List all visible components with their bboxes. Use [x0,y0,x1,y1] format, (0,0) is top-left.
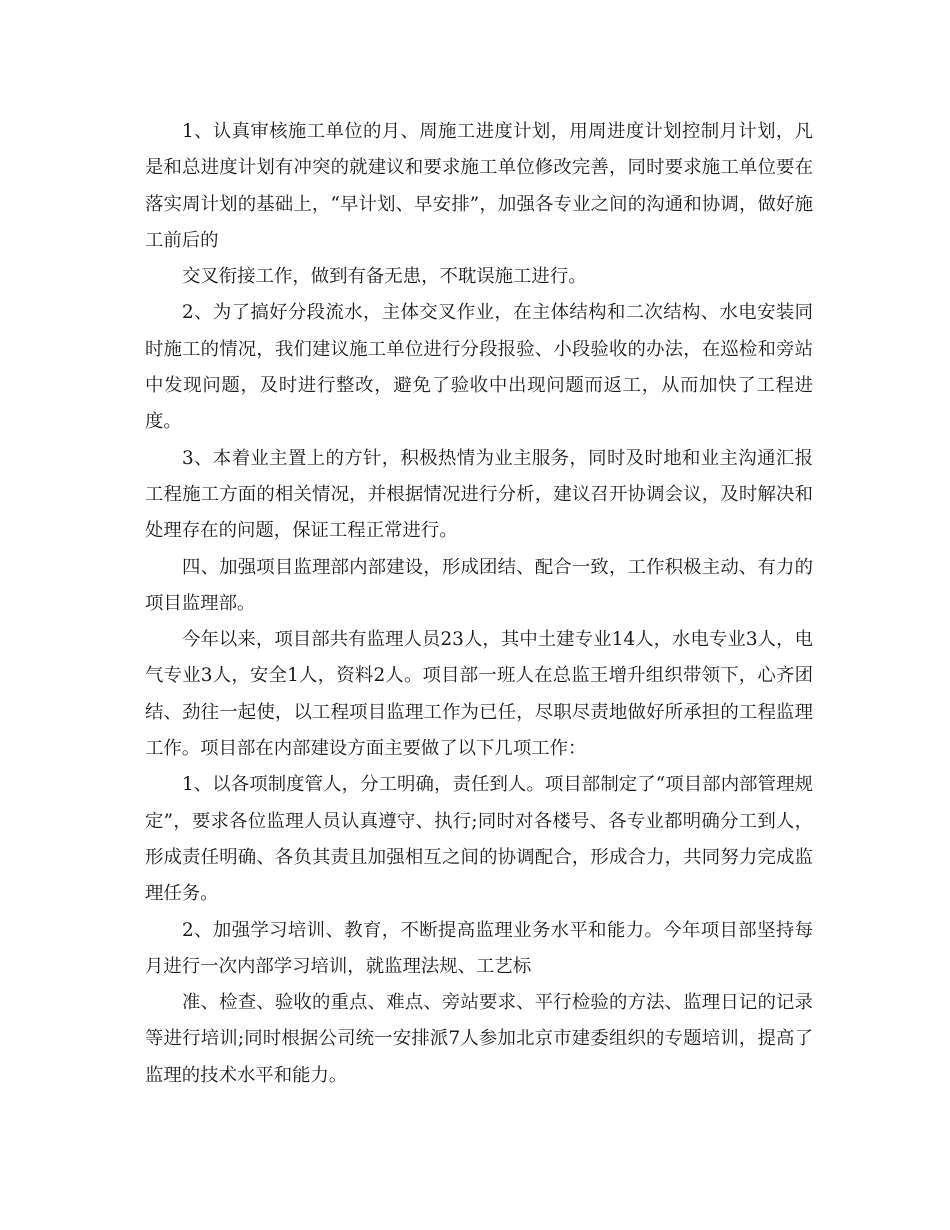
document-body [145,114,813,1094]
paragraph-training: 2、加强学习培训、教育，不断提高监理业务水平和能力。今年项目部坚持每月进行一次内部学习培训，就监理法规、工艺标 [145,919,813,977]
paragraph-rules-management: 1、以各项制度管人，分工明确，责任到人。项目部制定了“项目部内部管理规定”，要求各位监理人员认真遵守、执行;同时对各楼号、各专业都明确分工到人，形成责任明确、各负其责且加强相互之间的协调配合，形成合力，共同努力完成监理任务。 [145,774,813,905]
paragraph-schedule-review: 1、认真审核施工单位的月、周施工进度计划，用周进度计划控制月计划，凡是和总进度计划有冲突的就建议和要求施工单位修改完善，同时要求施工单位要在落实周计划的基础上，“早计划、早安排”，加强各专业之间的沟通和协调，做好施工前后的 [145,121,813,251]
paragraph-staffing: 今年以来，项目部共有监理人员23人，其中土建专业14人，水电专业3人，电气专业3人，安全1人，资料2人。项目部一班人在总监王增升组织带领下，心齐团结、劲往一起使，以工程项目监理工作为已任，尽职尽责地做好所承担的工程监理工作。项目部在内部建设方面主要做了以下几项工作： [145,629,813,760]
paragraph-owner-service: 3、本着业主置上的方针，积极热情为业主服务，同时及时地和业主沟通汇报工程施工方面的相关情况，并根据情况进行分析，建议召开协调会议，及时解决和处理存在的问题，保证工程正常进行。 [145,447,813,542]
paragraph-section-four-heading: 四、加强项目监理部内部建设，形成团结、配合一致，工作积极主动、有力的项目监理部。 [145,556,813,614]
paragraph-cross-connection: 交叉衔接工作，做到有备无患，不耽误施工进行。 [182,266,587,288]
paragraph-training-continued: 准、检查、验收的重点、难点、旁站要求、平行检验的方法、监理日记的记录等进行培训;同时根据公司统一安排派7人参加北京市建委组织的专题培训，提高了监理的技术水平和能力。 [145,992,813,1086]
paragraph-sectional-flow: 2、为了搞好分段流水，主体交叉作业，在主体结构和二次结构、水电安装同时施工的情况，我们建议施工单位进行分段报验、小段验收的办法，在巡检和旁站中发现问题，及时进行整改，避免了验收中出现问题而返工，从而加快了工程进度。 [145,302,813,433]
